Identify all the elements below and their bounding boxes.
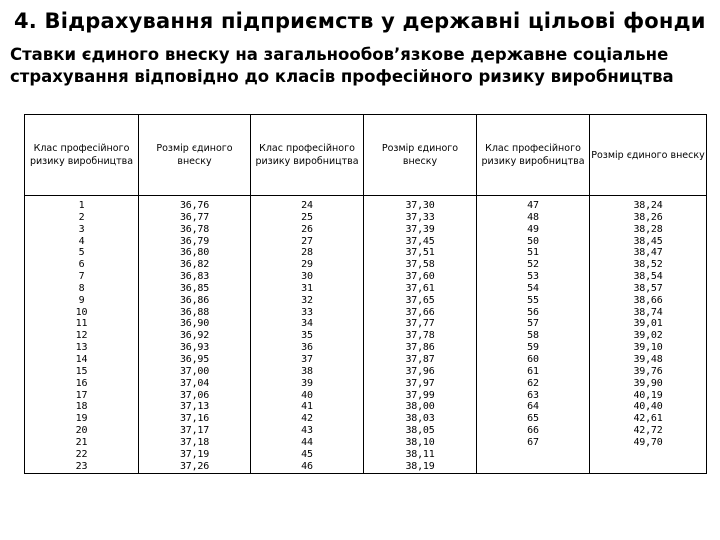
table-cell: 10 <box>75 306 88 318</box>
table-cell: 17 <box>75 389 88 401</box>
table-cell: 49 <box>527 223 539 235</box>
table-cell: 38,57 <box>633 282 663 294</box>
table-cell: 38,05 <box>405 425 435 437</box>
contribution-column-2 <box>364 196 477 474</box>
table-cell: 37,26 <box>179 460 210 472</box>
table-cell: 15 <box>75 365 88 377</box>
table-cell: 36,90 <box>179 318 210 330</box>
table-cell: 67 <box>527 436 539 448</box>
table-cell: 18 <box>75 401 88 413</box>
table-cell: 36,95 <box>179 353 210 365</box>
table-cell: 51 <box>527 247 539 259</box>
table-cell: 20 <box>75 425 88 437</box>
table-cell: 37,19 <box>179 448 210 460</box>
table-cell: 40,19 <box>633 389 663 401</box>
header-risk-class-1: Клас професійного ризику виробництва <box>25 115 139 196</box>
table-cell: 30 <box>301 271 313 283</box>
table-cell: 37,30 <box>405 200 435 211</box>
table-cell: 36,86 <box>179 294 210 306</box>
table-cell: 27 <box>301 235 313 247</box>
table-cell: 60 <box>527 353 539 365</box>
table-cell: 38,03 <box>405 413 435 425</box>
table-cell: 21 <box>75 436 88 448</box>
table-cell: 5 <box>78 247 85 259</box>
rates-table <box>24 114 707 474</box>
table-cell: 38,47 <box>633 247 663 259</box>
table-cell: 42,72 <box>633 425 663 437</box>
table-cell: 37,65 <box>405 294 435 306</box>
table-cell: 47 <box>527 200 539 211</box>
table-cell: 49,70 <box>633 436 663 448</box>
table-cell: 37,18 <box>179 436 210 448</box>
table-cell: 37,16 <box>179 413 210 425</box>
table-cell: 37,78 <box>405 330 435 342</box>
table-cell: 38,26 <box>633 211 663 223</box>
table-cell: 36 <box>301 342 313 354</box>
table-cell: 2 <box>78 211 85 223</box>
header-contribution-3: Розмір єдиного внеску <box>590 115 707 196</box>
table-cell: 25 <box>301 211 313 223</box>
table-cell: 38,66 <box>633 294 663 306</box>
table-cell: 11 <box>75 318 88 330</box>
table-cell: 36,88 <box>179 306 210 318</box>
table-cell: 38,11 <box>405 448 435 460</box>
table-cell: 36,79 <box>179 235 210 247</box>
table-cell: 36,76 <box>179 200 210 211</box>
table-cell: 39,02 <box>633 330 663 342</box>
table-cell: 32 <box>301 294 313 306</box>
page-subtitle: Ставки єдиного внеску на загальнообов’язкове державне соціальне страхування відповідно до класів професійного ризику виробництва <box>10 45 674 86</box>
table-cell: 38,74 <box>633 306 663 318</box>
table-cell: 59 <box>527 342 539 354</box>
table-cell: 34 <box>301 318 313 330</box>
table-cell: 42 <box>301 413 313 425</box>
table-cell: 37,13 <box>179 401 210 413</box>
table-cell: 8 <box>78 282 85 294</box>
table-cell: 37,45 <box>405 235 435 247</box>
table-cell: 48 <box>527 211 539 223</box>
table-cell: 37,66 <box>405 306 435 318</box>
table-cell: 38,54 <box>633 271 663 283</box>
table-cell: 40,40 <box>633 401 663 413</box>
table-cell: 37,87 <box>405 353 435 365</box>
table-cell: 6 <box>78 259 85 271</box>
table-cell: 42,61 <box>633 413 663 425</box>
header-risk-class-3: Клас професійного ризику виробництва <box>477 115 590 196</box>
table-cell: 40 <box>301 389 313 401</box>
header-contribution-2: Розмір єдиного внеску <box>364 115 477 196</box>
table-cell: 36,82 <box>179 259 210 271</box>
table-cell: 37,86 <box>405 342 435 354</box>
table-cell: 38,00 <box>405 401 435 413</box>
table-cell: 22 <box>75 448 88 460</box>
table-header-row <box>25 115 707 196</box>
table-cell: 39,48 <box>633 353 663 365</box>
contribution-column-1 <box>139 196 251 474</box>
table-cell: 56 <box>527 306 539 318</box>
table-cell: 37,60 <box>405 271 435 283</box>
table-cell: 58 <box>527 330 539 342</box>
table-cell: 19 <box>75 413 88 425</box>
table-cell: 24 <box>301 200 313 211</box>
table-cell: 65 <box>527 413 539 425</box>
table-cell: 41 <box>301 401 313 413</box>
risk-class-column-1 <box>25 196 139 474</box>
table-cell: 55 <box>527 294 539 306</box>
header-risk-class-2: Клас професійного ризику виробництва <box>251 115 364 196</box>
table-cell: 31 <box>301 282 313 294</box>
table-cell: 57 <box>527 318 539 330</box>
table-body-row <box>25 196 707 474</box>
table-cell: 29 <box>301 259 313 271</box>
table-cell: 39,10 <box>633 342 663 354</box>
table-cell: 63 <box>527 389 539 401</box>
table-cell: 38,52 <box>633 259 663 271</box>
table-cell: 14 <box>75 353 88 365</box>
table-cell: 45 <box>301 448 313 460</box>
table-cell: 36,80 <box>179 247 210 259</box>
table-cell: 38,28 <box>633 223 663 235</box>
table-cell: 36,92 <box>179 330 210 342</box>
table-cell: 37,58 <box>405 259 435 271</box>
risk-class-column-2 <box>251 196 364 474</box>
table-cell: 44 <box>301 436 313 448</box>
table-cell: 38,24 <box>633 200 663 211</box>
table-cell: 12 <box>75 330 88 342</box>
table-cell: 37,04 <box>179 377 210 389</box>
table-cell: 33 <box>301 306 313 318</box>
table-cell: 52 <box>527 259 539 271</box>
table-cell: 37,06 <box>179 389 210 401</box>
table-cell: 37,33 <box>405 211 435 223</box>
table-cell: 37 <box>301 353 313 365</box>
table-cell: 1 <box>78 200 85 211</box>
table-cell: 39,76 <box>633 365 663 377</box>
table-cell: 43 <box>301 425 313 437</box>
table-cell: 36,77 <box>179 211 210 223</box>
table-cell: 37,51 <box>405 247 435 259</box>
table-cell: 66 <box>527 425 539 437</box>
table-cell: 37,77 <box>405 318 435 330</box>
risk-class-column-3 <box>477 196 590 474</box>
table-cell: 53 <box>527 271 539 283</box>
header-contribution-1: Розмір єдиного внеску <box>139 115 251 196</box>
table-cell: 16 <box>75 377 88 389</box>
table-cell: 36,83 <box>179 271 210 283</box>
table-cell: 39 <box>301 377 313 389</box>
table-cell: 37,61 <box>405 282 435 294</box>
table-cell: 61 <box>527 365 539 377</box>
table-cell: 26 <box>301 223 313 235</box>
table-cell: 4 <box>78 235 85 247</box>
table-cell: 36,78 <box>179 223 210 235</box>
contribution-column-3 <box>590 196 707 474</box>
table-cell: 7 <box>78 271 85 283</box>
table-cell: 3 <box>78 223 85 235</box>
table-cell: 38,19 <box>405 460 435 472</box>
table-cell: 38,10 <box>405 436 435 448</box>
page-title: 4. Відрахування підприємств у державні цільові фонди <box>14 9 706 33</box>
table-cell: 39,01 <box>633 318 663 330</box>
table-cell: 28 <box>301 247 313 259</box>
table-cell: 9 <box>78 294 85 306</box>
table-cell: 38 <box>301 365 313 377</box>
table-cell: 35 <box>301 330 313 342</box>
table-cell: 64 <box>527 401 539 413</box>
table-cell: 37,97 <box>405 377 435 389</box>
table-cell: 54 <box>527 282 539 294</box>
table-cell: 46 <box>301 460 313 472</box>
table-cell: 36,93 <box>179 342 210 354</box>
table-cell: 37,99 <box>405 389 435 401</box>
table-cell: 37,17 <box>179 425 210 437</box>
table-cell: 62 <box>527 377 539 389</box>
table-cell: 23 <box>75 460 88 472</box>
table-cell: 36,85 <box>179 282 210 294</box>
table-cell: 37,00 <box>179 365 210 377</box>
table-cell: 37,96 <box>405 365 435 377</box>
table-cell: 39,90 <box>633 377 663 389</box>
table-cell: 38,45 <box>633 235 663 247</box>
table-cell: 13 <box>75 342 88 354</box>
table-cell: 37,39 <box>405 223 435 235</box>
table-cell: 50 <box>527 235 539 247</box>
